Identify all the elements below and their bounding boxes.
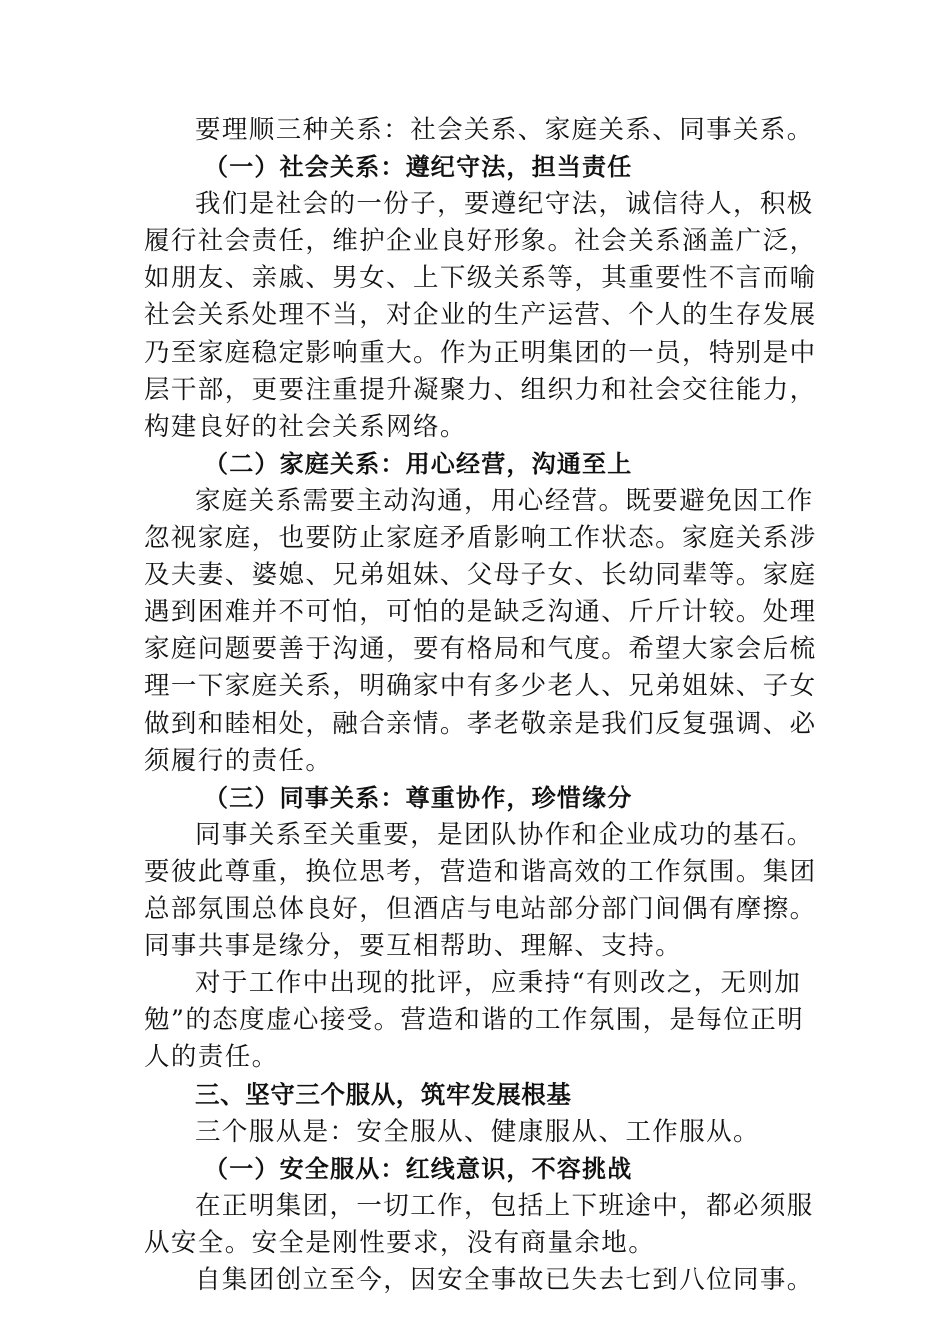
text-line: 从安全。安全是刚性要求，没有商量余地。 — [144, 1227, 656, 1258]
text-line: （一）社会关系：遵纪守法，担当责任 — [204, 153, 633, 182]
text-line: 乃至家庭稳定影响重大。作为正明集团的一员，特别是中 — [144, 337, 817, 368]
subheading — [144, 780, 808, 817]
document-body — [144, 112, 817, 1299]
text-line: （三）同事关系：尊重协作，珍惜缘分 — [204, 783, 633, 812]
text-line: 同事关系至关重要，是团队协作和企业成功的基石。 — [195, 819, 814, 850]
text-line: 忽视家庭，也要防止家庭矛盾影响工作状态。家庭关系涉 — [144, 523, 817, 554]
section-heading — [144, 1076, 808, 1113]
text-line: 自集团创立至今，因安全事故已失去七到八位同事。 — [195, 1264, 814, 1295]
text-line: 如朋友、亲戚、男女、上下级关系等，其重要性不言而喻 — [144, 263, 817, 294]
text-line: 总部氛围总体良好，但酒店与电站部分部门间偶有摩擦。 — [144, 893, 817, 924]
text-line: 家庭关系需要主动沟通，用心经营。既要避免因工作 — [195, 485, 814, 516]
text-line: 人的责任。 — [144, 1042, 279, 1073]
paragraph — [144, 1114, 808, 1151]
text-line: 遇到困难并不可怕，可怕的是缺乏沟通、斤斤计较。处理 — [144, 597, 817, 628]
paragraph — [144, 186, 817, 446]
text-line: 构建良好的社会关系网络。 — [144, 411, 467, 442]
text-line: 三个服从是：安全服从、健康服从、工作服从。 — [195, 1116, 760, 1147]
text-line: 我们是社会的一份子，要遵纪守法，诚信待人，积极 — [195, 189, 814, 220]
text-line: 做到和睦相处，融合亲情。孝老敬亲是我们反复强调、必 — [144, 708, 817, 739]
paragraph — [144, 1188, 814, 1262]
text-line: 家庭问题要善于沟通，要有格局和气度。希望大家会后梳 — [144, 634, 817, 665]
text-line: 层干部，更要注重提升凝聚力、组织力和社会交往能力， — [144, 374, 817, 405]
paragraph — [144, 817, 817, 965]
subheading — [144, 446, 808, 483]
text-line: 理一下家庭关系，明确家中有多少老人、兄弟姐妹、子女 — [144, 671, 817, 702]
text-line: 履行社会责任，维护企业良好形象。社会关系涵盖广泛， — [144, 226, 817, 257]
text-line: 须履行的责任。 — [144, 745, 333, 776]
paragraph — [144, 483, 817, 780]
text-line: 及夫妻、婆媳、兄弟姐妹、父母子女、长幼同辈等。家庭 — [144, 560, 817, 591]
text-line: 勉”的态度虚心接受。营造和谐的工作氛围，是每位正明 — [144, 1005, 805, 1036]
subheading — [144, 149, 808, 186]
text-line: （一）安全服从：红线意识，不容挑战 — [204, 1154, 633, 1183]
text-line: 同事共事是缘分，要互相帮助、理解、支持。 — [144, 931, 683, 962]
text-line: 社会关系处理不当，对企业的生产运营、个人的生存发展 — [144, 300, 817, 331]
paragraph — [144, 1262, 814, 1299]
text-line: 要理顺三种关系：社会关系、家庭关系、同事关系。 — [195, 115, 814, 145]
text-line: 三、坚守三个服从，筑牢发展根基 — [195, 1080, 572, 1110]
subheading — [144, 1151, 808, 1188]
paragraph — [144, 112, 814, 149]
text-line: （二）家庭关系：用心经营，沟通至上 — [204, 449, 633, 478]
text-line: 要彼此尊重，换位思考，营造和谐高效的工作氛围。集团 — [144, 856, 817, 887]
text-line: 在正明集团，一切工作，包括上下班途中，都必须服 — [195, 1190, 814, 1221]
paragraph — [144, 965, 808, 1076]
text-line: 对于工作中出现的批评，应秉持“有则改之，无则加 — [195, 968, 802, 999]
